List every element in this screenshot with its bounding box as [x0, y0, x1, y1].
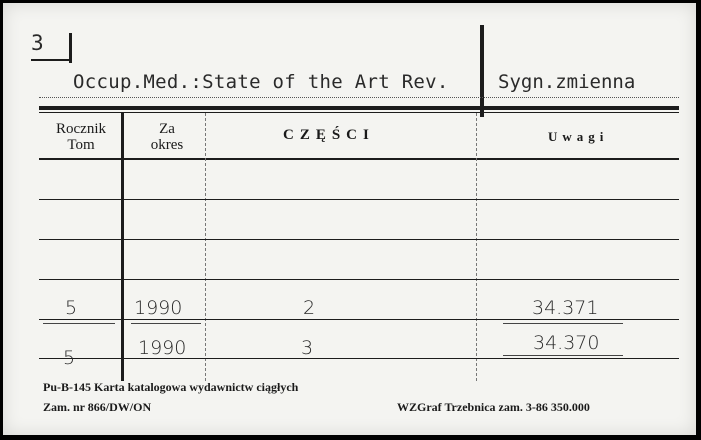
footer-order-line: Zam. nr 866/DW/ON — [43, 400, 152, 414]
table-top-border-thin — [39, 112, 679, 113]
cell-okres: 1990 — [138, 337, 187, 359]
table-top-border — [39, 106, 679, 110]
cell-uwagi: 34.370 — [533, 332, 600, 354]
header-rocznik-label: Rocznik — [56, 121, 106, 137]
table-row — [3, 319, 696, 369]
entry-underline — [43, 323, 115, 324]
entry-underline — [131, 323, 201, 324]
footer-printer-line: WZGraf Trzebnica zam. 3-86 350.000 — [397, 400, 590, 414]
header-tom-label: Tom — [67, 137, 95, 153]
cell-rocznik: 5 — [63, 347, 76, 369]
cell-rocznik: 5 — [65, 297, 78, 319]
cell-okres: 1990 — [134, 297, 183, 319]
header-za-okres — [127, 121, 207, 153]
table-row — [3, 239, 696, 279]
cell-czesci: 3 — [301, 337, 314, 359]
entry-underline — [503, 323, 623, 324]
header-za-label: Za — [159, 121, 175, 137]
signature-label: Sygn.zmienna — [498, 71, 636, 93]
entry-underline — [503, 355, 623, 356]
table-row — [3, 159, 696, 199]
cell-uwagi: 34.371 — [532, 297, 599, 319]
header-rocznik — [41, 121, 121, 153]
card-title: Occup.Med.:State of the Art Rev. — [73, 71, 449, 93]
shelf-underline — [31, 59, 71, 61]
header-okres-label: okres — [150, 137, 184, 153]
cell-czesci: 2 — [303, 297, 316, 319]
shelf-number: 3 — [31, 31, 44, 55]
catalog-card — [3, 3, 696, 435]
table-row — [3, 279, 696, 319]
footer-form-line: Pu-B-145 Karta katalogowa wydawnictw ciągłych — [43, 380, 299, 394]
title-vertical-rule — [480, 25, 484, 117]
shelf-divider — [69, 33, 72, 63]
header-czesci: CZĘŚCI — [283, 127, 375, 143]
table-row — [3, 199, 696, 239]
title-dotted-rule — [39, 97, 679, 98]
header-uwagi: Uwagi — [548, 129, 609, 144]
